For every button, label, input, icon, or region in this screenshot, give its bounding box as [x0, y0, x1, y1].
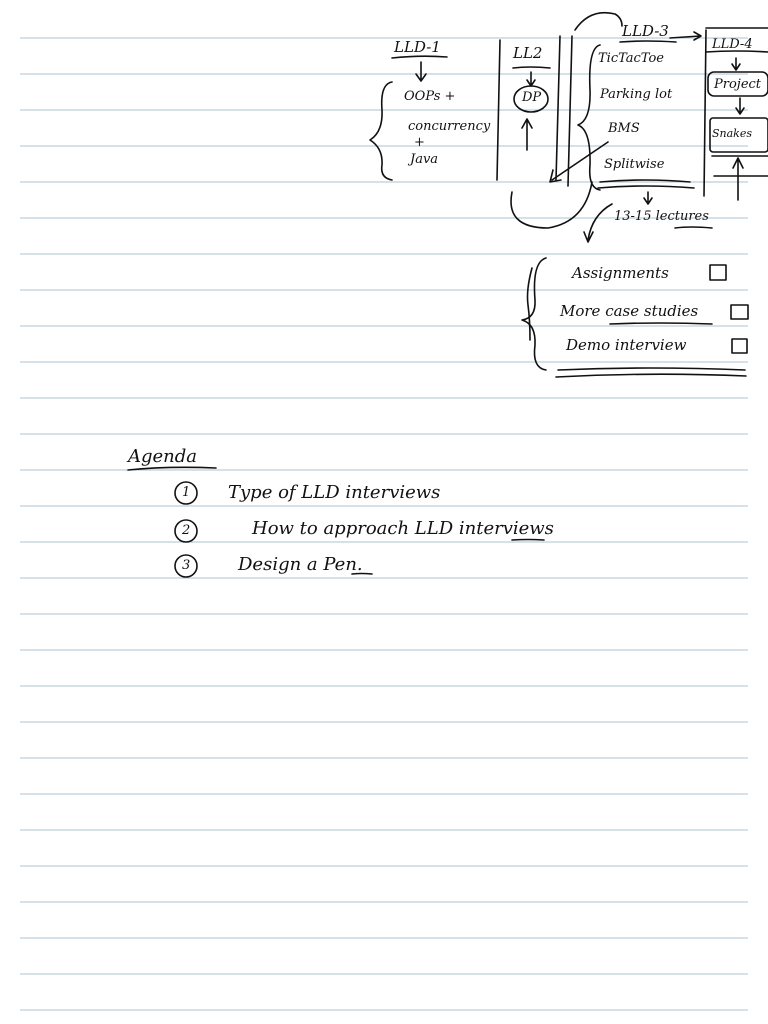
agenda-item-3: Design a Pen. — [238, 554, 363, 575]
agenda-item-3-number: 3 — [182, 558, 191, 573]
lld3-item-splitwise: Splitwise — [604, 157, 665, 172]
lld3-item-tictactoe: TicTacToe — [598, 51, 664, 66]
agenda-item-2: How to approach LLD interviews — [252, 518, 554, 539]
agenda-item-1: Type of LLD interviews — [228, 482, 441, 503]
lld2-title: LL2 — [513, 44, 543, 62]
lld3-title: LLD-3 — [622, 22, 669, 40]
lld1-item-java: Java — [410, 152, 439, 167]
lld4-item-project: Project — [714, 77, 762, 92]
lld1-item-oops: OOPs + — [404, 89, 456, 104]
agenda-item-2-number: 2 — [182, 523, 191, 538]
lld3-lectures: 13-15 lectures — [614, 209, 709, 224]
lld4-item-snakes: Snakes — [712, 127, 752, 140]
checklist-demo-interview: Demo interview — [566, 336, 687, 354]
lld1-item-plus: + — [414, 135, 425, 150]
lld4-title: LLD-4 — [712, 37, 753, 52]
agenda-item-1-number: 1 — [182, 485, 191, 500]
lld1-item-concurrency: concurrency — [408, 119, 491, 134]
agenda-title: Agenda — [128, 446, 198, 467]
lld3-item-bms: BMS — [608, 121, 640, 136]
checklist-assignments: Assignments — [572, 264, 669, 282]
lld2-item-dp: DP — [522, 90, 542, 105]
checklist-case-studies: More case studies — [560, 302, 699, 320]
lld3-item-parking-lot: Parking lot — [600, 87, 673, 102]
lld1-title: LLD-1 — [394, 38, 441, 56]
